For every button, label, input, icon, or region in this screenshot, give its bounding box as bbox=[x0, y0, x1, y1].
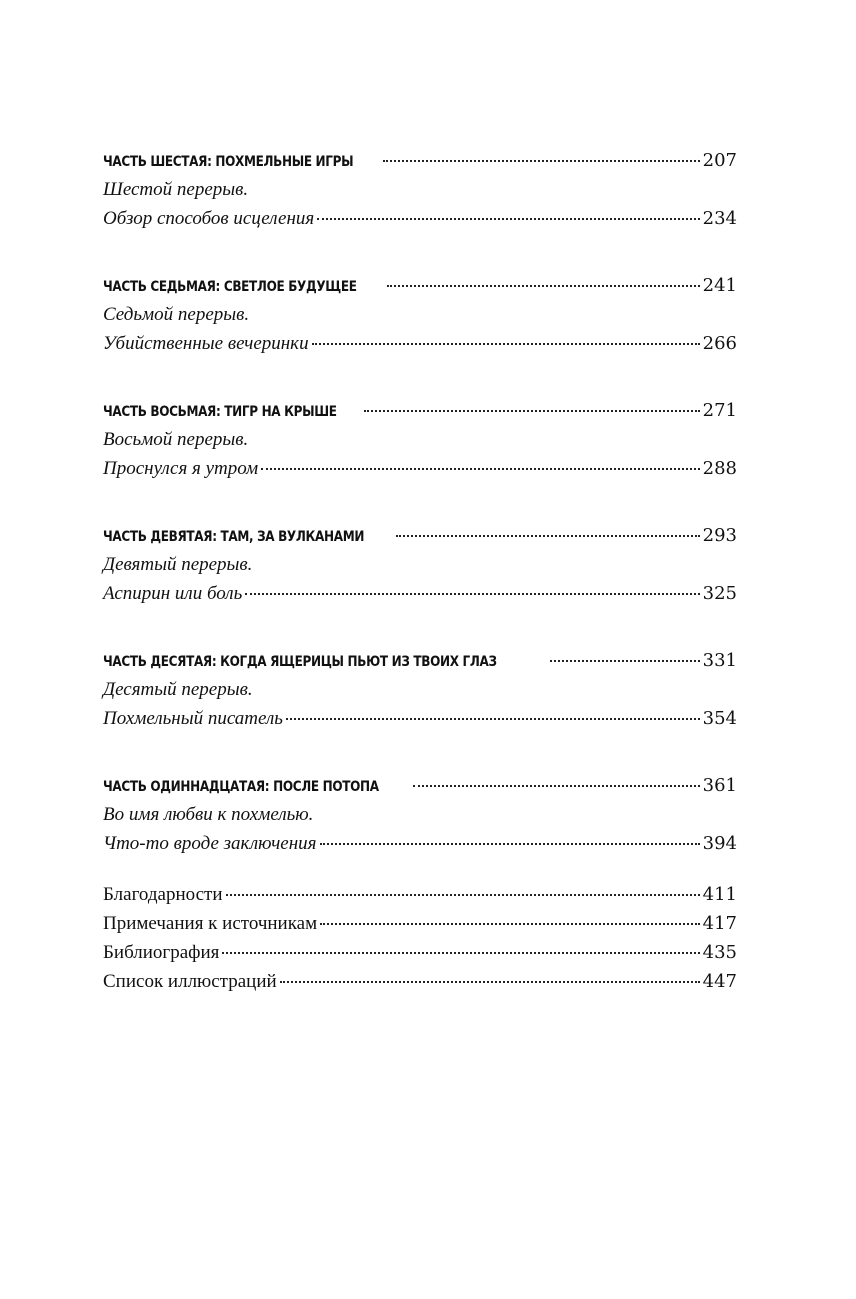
dot-leader bbox=[387, 285, 700, 287]
page-number: 293 bbox=[702, 525, 737, 546]
toc-back-matter-entry[interactable] bbox=[103, 909, 737, 938]
page-number: 325 bbox=[702, 583, 737, 604]
page-number: 417 bbox=[702, 913, 737, 934]
interlude-title: Десятый перерыв. bbox=[103, 679, 253, 700]
page-number: 394 bbox=[702, 833, 737, 854]
toc-section-part-6 bbox=[103, 146, 737, 233]
dot-leader bbox=[550, 660, 700, 662]
toc-interlude-heading bbox=[103, 300, 737, 329]
dot-leader bbox=[383, 160, 700, 162]
part-title: ЧАСТЬ СЕДЬМАЯ: СВЕТЛОЕ БУДУЩЕЕ bbox=[103, 279, 357, 295]
interlude-title: Девятый перерыв. bbox=[103, 554, 253, 575]
dot-leader bbox=[320, 843, 700, 845]
part-title: ЧАСТЬ ДЕВЯТАЯ: ТАМ, ЗА ВУЛКАНАМИ bbox=[103, 529, 365, 545]
dot-leader bbox=[364, 410, 700, 412]
page-number: 271 bbox=[702, 400, 737, 421]
toc-section-part-8 bbox=[103, 396, 737, 483]
interlude-title: Седьмой перерыв. bbox=[103, 304, 250, 325]
page-number: 288 bbox=[702, 458, 737, 479]
toc-interlude-entry[interactable] bbox=[103, 579, 737, 608]
dot-leader bbox=[317, 218, 699, 220]
toc-interlude-heading bbox=[103, 675, 737, 704]
interlude-subtitle: Обзор способов исцеления bbox=[103, 208, 315, 229]
entry-title: Библиография bbox=[103, 942, 220, 963]
toc-part-entry[interactable] bbox=[103, 396, 737, 425]
back-matter-list bbox=[103, 880, 737, 996]
toc-part-entry[interactable] bbox=[103, 521, 737, 550]
interlude-subtitle: Что-то вроде заключения bbox=[103, 833, 317, 854]
page-number: 234 bbox=[702, 208, 737, 229]
toc-interlude-entry[interactable] bbox=[103, 704, 737, 733]
part-title: ЧАСТЬ ШЕСТАЯ: ПОХМЕЛЬНЫЕ ИГРЫ bbox=[103, 154, 354, 170]
dot-leader bbox=[261, 468, 699, 470]
page-number: 241 bbox=[702, 275, 737, 296]
toc-interlude-heading bbox=[103, 800, 737, 829]
toc-part-entry[interactable] bbox=[103, 771, 737, 800]
part-title: ЧАСТЬ ОДИННАДЦАТАЯ: ПОСЛЕ ПОТОПА bbox=[103, 779, 379, 795]
toc-section-part-9 bbox=[103, 521, 737, 608]
interlude-subtitle: Проснулся я утром bbox=[103, 458, 259, 479]
toc-interlude-entry[interactable] bbox=[103, 829, 737, 858]
toc-back-matter-entry[interactable] bbox=[103, 967, 737, 996]
interlude-title: Восьмой перерыв. bbox=[103, 429, 249, 450]
dot-leader bbox=[280, 981, 700, 983]
toc-interlude-heading bbox=[103, 550, 737, 579]
entry-title: Примечания к источникам bbox=[103, 913, 318, 934]
page-number: 207 bbox=[702, 150, 737, 171]
page-number: 354 bbox=[702, 708, 737, 729]
toc-interlude-heading bbox=[103, 175, 737, 204]
page-number: 447 bbox=[702, 971, 737, 992]
toc-part-entry[interactable] bbox=[103, 146, 737, 175]
dot-leader bbox=[396, 535, 700, 537]
part-title: ЧАСТЬ ВОСЬМАЯ: ТИГР НА КРЫШЕ bbox=[103, 404, 337, 420]
page-number: 435 bbox=[702, 942, 737, 963]
interlude-subtitle: Убийственные вечеринки bbox=[103, 333, 309, 354]
dot-leader bbox=[413, 785, 700, 787]
toc-section-part-11 bbox=[103, 771, 737, 858]
dot-leader bbox=[312, 343, 700, 345]
dot-leader bbox=[286, 718, 700, 720]
toc-part-entry[interactable] bbox=[103, 271, 737, 300]
toc-interlude-entry[interactable] bbox=[103, 329, 737, 358]
toc-interlude-entry[interactable] bbox=[103, 454, 737, 483]
dot-leader bbox=[226, 894, 700, 896]
page-number: 331 bbox=[702, 650, 737, 671]
part-title: ЧАСТЬ ДЕСЯТАЯ: КОГДА ЯЩЕРИЦЫ ПЬЮТ ИЗ ТВОИХ ГЛАЗ bbox=[103, 654, 497, 670]
toc-interlude-entry[interactable] bbox=[103, 204, 737, 233]
interlude-subtitle: Аспирин или боль bbox=[103, 583, 243, 604]
entry-title: Список иллюстраций bbox=[103, 971, 277, 992]
dot-leader bbox=[320, 923, 700, 925]
interlude-title: Во имя любви к похмелью. bbox=[103, 804, 314, 825]
toc-back-matter-entry[interactable] bbox=[103, 938, 737, 967]
toc-part-entry[interactable] bbox=[103, 646, 737, 675]
toc-section-part-10 bbox=[103, 646, 737, 733]
page-number: 266 bbox=[702, 333, 737, 354]
page-number: 361 bbox=[702, 775, 737, 796]
page-number: 411 bbox=[702, 884, 737, 905]
toc-section-part-7 bbox=[103, 271, 737, 358]
interlude-title: Шестой перерыв. bbox=[103, 179, 249, 200]
interlude-subtitle: Похмельный писатель bbox=[103, 708, 283, 729]
toc-back-matter-entry[interactable] bbox=[103, 880, 737, 909]
dot-leader bbox=[222, 952, 699, 954]
dot-leader bbox=[245, 593, 699, 595]
entry-title: Благодарности bbox=[103, 884, 223, 905]
table-of-contents bbox=[103, 146, 737, 896]
toc-interlude-heading bbox=[103, 425, 737, 454]
